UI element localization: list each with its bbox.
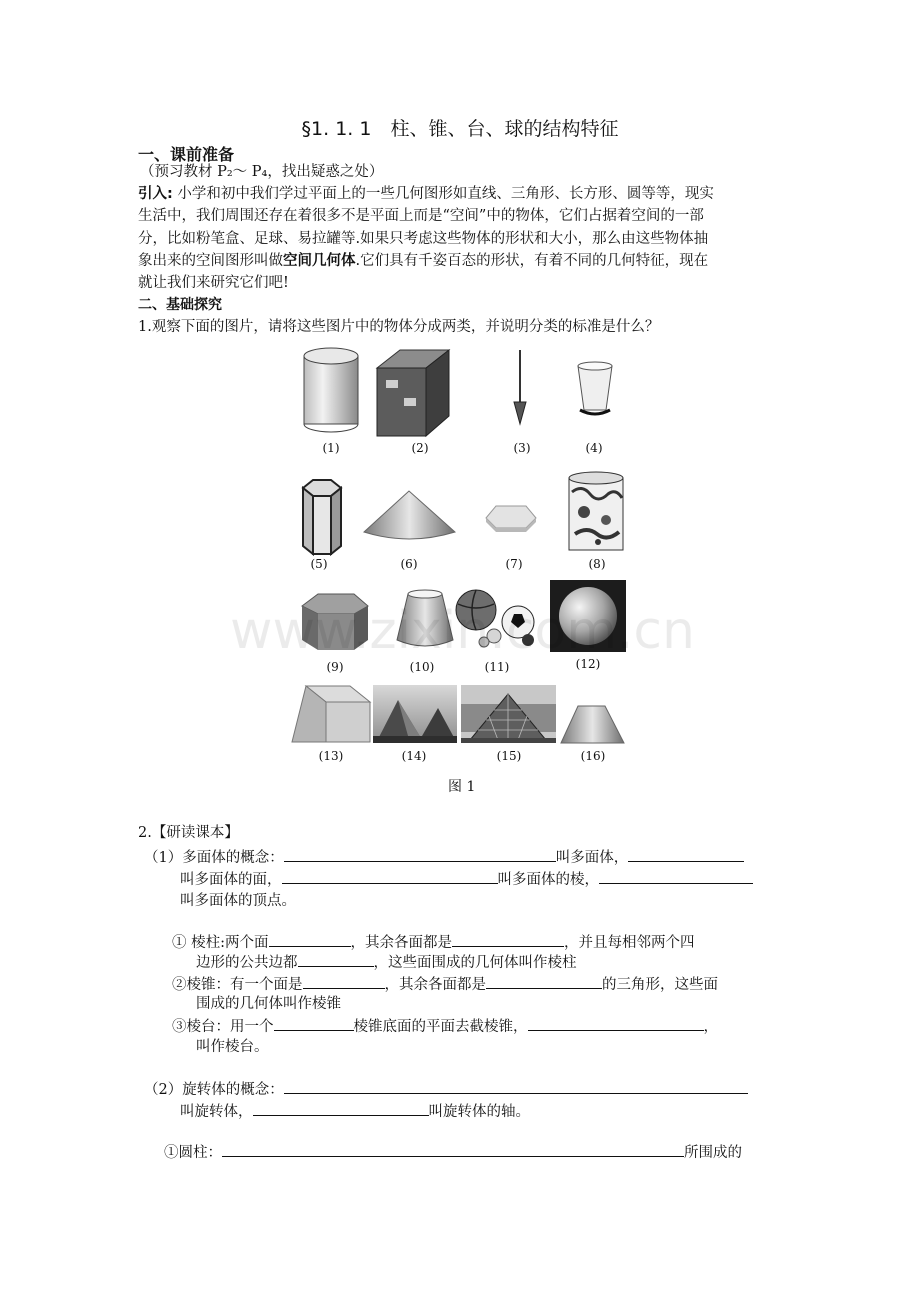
polyhedron-concept-label: （1）多面体的概念：: [144, 850, 284, 866]
solid-13-frustum: [292, 686, 370, 742]
frustum-comma: ，: [703, 1019, 718, 1035]
figure-label-12: (12): [575, 657, 601, 671]
figure-label-14: (14): [401, 749, 427, 763]
pyramid-triangles: 的三角形，这些面: [602, 977, 718, 993]
blank-prism-faces[interactable]: [269, 931, 351, 947]
solid-16-trapezoid-frustum: [561, 706, 624, 743]
prism-label: ① 棱柱:两个面: [172, 935, 269, 951]
cylinder-label: ①圆柱：: [164, 1145, 222, 1161]
page-title: §1. 1. 1 柱、锥、台、球的结构特征: [301, 118, 619, 140]
solid-4-cup: [578, 362, 612, 414]
rotation-axis-text: 叫旋转体的轴。: [428, 1104, 530, 1120]
prism-edges-text: 边形的公共边都: [196, 955, 298, 971]
intro-line-2: 生活中，我们周围还存在着很多不是平面上而是“空间”中的物体，它们占据着空间的一部: [138, 208, 704, 225]
question-1: 1.观察下面的图片，请将这些图片中的物体分成两类，并说明分类的标准是什么？: [138, 319, 660, 335]
solid-14-pyramids-photo: [373, 685, 457, 743]
blank-rotation-def[interactable]: [284, 1078, 748, 1094]
pyramid-label: ②棱锥：有一个面是: [172, 977, 303, 993]
intro-line-1: 小学和初中我们学过平面上的一些几何图形如直线、三角形、长方形、圆等等，现实: [172, 186, 714, 202]
blank-frustum-plane[interactable]: [274, 1015, 354, 1031]
polyhedron-edge-text: 叫多面体的棱，: [497, 872, 599, 888]
solid-3-plumb-bob: [514, 350, 526, 424]
figure-label-9: (9): [326, 660, 344, 674]
cylinder-suffix: 所围成的: [684, 1145, 742, 1161]
prism-other-faces: ，其余各面都是: [350, 935, 452, 951]
section-heading-preparation: 一、课前准备: [138, 145, 235, 164]
frustum-cut-text: 棱锥底面的平面去截棱锥，: [353, 1019, 528, 1035]
pyramid-line-2: 围成的几何体叫作棱锥: [196, 996, 341, 1012]
figure-label-11: (11): [484, 660, 510, 674]
polyhedron-vertex-text: 叫多面体的顶点。: [180, 893, 296, 909]
solid-5-hexagonal-prism: [303, 480, 341, 554]
blank-rotation-axis[interactable]: [253, 1100, 429, 1116]
figure-caption: 图 1: [448, 779, 476, 795]
solid-8-decorated-jar: [569, 472, 623, 550]
question-2-heading: 2.【研读课本】: [138, 825, 239, 841]
figure-label-10: (10): [409, 660, 435, 674]
section-heading-basic: 二、基础探究: [138, 297, 222, 313]
rotation-concept-label: （2）旋转体的概念：: [144, 1082, 284, 1098]
prism-adjacent: ，并且每相邻两个四: [564, 935, 695, 951]
blank-prism-edges[interactable]: [298, 951, 374, 967]
blank-pyramid-sides[interactable]: [486, 973, 602, 989]
intro-line-4a: 象出来的空间图形叫做: [138, 252, 283, 269]
figure-label-3: (3): [513, 441, 531, 455]
blank-cylinder-def[interactable]: [222, 1141, 684, 1157]
frustum-line-2: 叫作棱台。: [196, 1039, 269, 1055]
watermark: www.zixin.com.cn: [230, 601, 695, 661]
prism-line-2: [196, 951, 577, 974]
cylinder-line: [164, 1141, 742, 1164]
rotation-line-2: [180, 1100, 530, 1123]
figure-label-15: (15): [496, 749, 522, 763]
polyhedron-line-1: [144, 846, 744, 869]
blank-polyhedron-def[interactable]: [284, 846, 556, 862]
figure-label-4: (4): [585, 441, 603, 455]
blank-pyramid-base[interactable]: [303, 973, 385, 989]
polyhedron-face-text: 叫多面体的面，: [180, 872, 282, 888]
pyramid-other-faces: ，其余各面都是: [384, 977, 486, 993]
figure-label-5: (5): [310, 557, 328, 571]
figure-label-16: (16): [580, 749, 606, 763]
figure-label-1: (1): [322, 441, 340, 455]
solid-7-hexagonal-slab: [486, 506, 536, 532]
intro-line-5: 就让我们来研究它们吧!: [138, 275, 289, 292]
figure-label-7: (7): [505, 557, 523, 571]
figure-label-8: (8): [588, 557, 606, 571]
solid-15-glass-pyramid-photo: [461, 685, 556, 743]
figure-label-6: (6): [400, 557, 418, 571]
blank-polyhedron-vertex[interactable]: [599, 868, 753, 884]
intro-line-3: 分，比如粉笔盒、足球、易拉罐等.如果只考虑这些物体的形状和大小，那么由这些物体抽: [138, 230, 709, 247]
preview-note: （预习教材 P₂～ P₄，找出疑惑之处）: [140, 164, 384, 180]
blank-polyhedron-edge[interactable]: [282, 868, 498, 884]
intro-label: 引入:: [138, 186, 173, 202]
solid-6-cone: [364, 491, 455, 539]
solid-1-cylinder: [304, 348, 358, 432]
figure-label-2: (2): [411, 441, 429, 455]
rotation-line-1: [144, 1078, 748, 1101]
blank-frustum-part[interactable]: [528, 1015, 704, 1031]
prism-definition-end: ，这些面围成的几何体叫作棱柱: [373, 955, 577, 971]
intro-term: 空间几何体: [283, 252, 356, 269]
rotation-suffix: 叫旋转体，: [180, 1104, 253, 1120]
figure-label-13: (13): [318, 749, 344, 763]
solid-2-box: [377, 350, 449, 436]
blank-prism-sides[interactable]: [452, 931, 564, 947]
blank-polyhedron-face[interactable]: [628, 846, 744, 862]
frustum-line-1: [172, 1015, 718, 1038]
polyhedron-line-2: [180, 868, 753, 891]
intro-line-4b: .它们具有千姿百态的形状，有着不同的几何特征，现在: [355, 252, 709, 269]
polyhedron-suffix: 叫多面体，: [555, 850, 629, 866]
frustum-label: ③棱台：用一个: [172, 1019, 274, 1035]
